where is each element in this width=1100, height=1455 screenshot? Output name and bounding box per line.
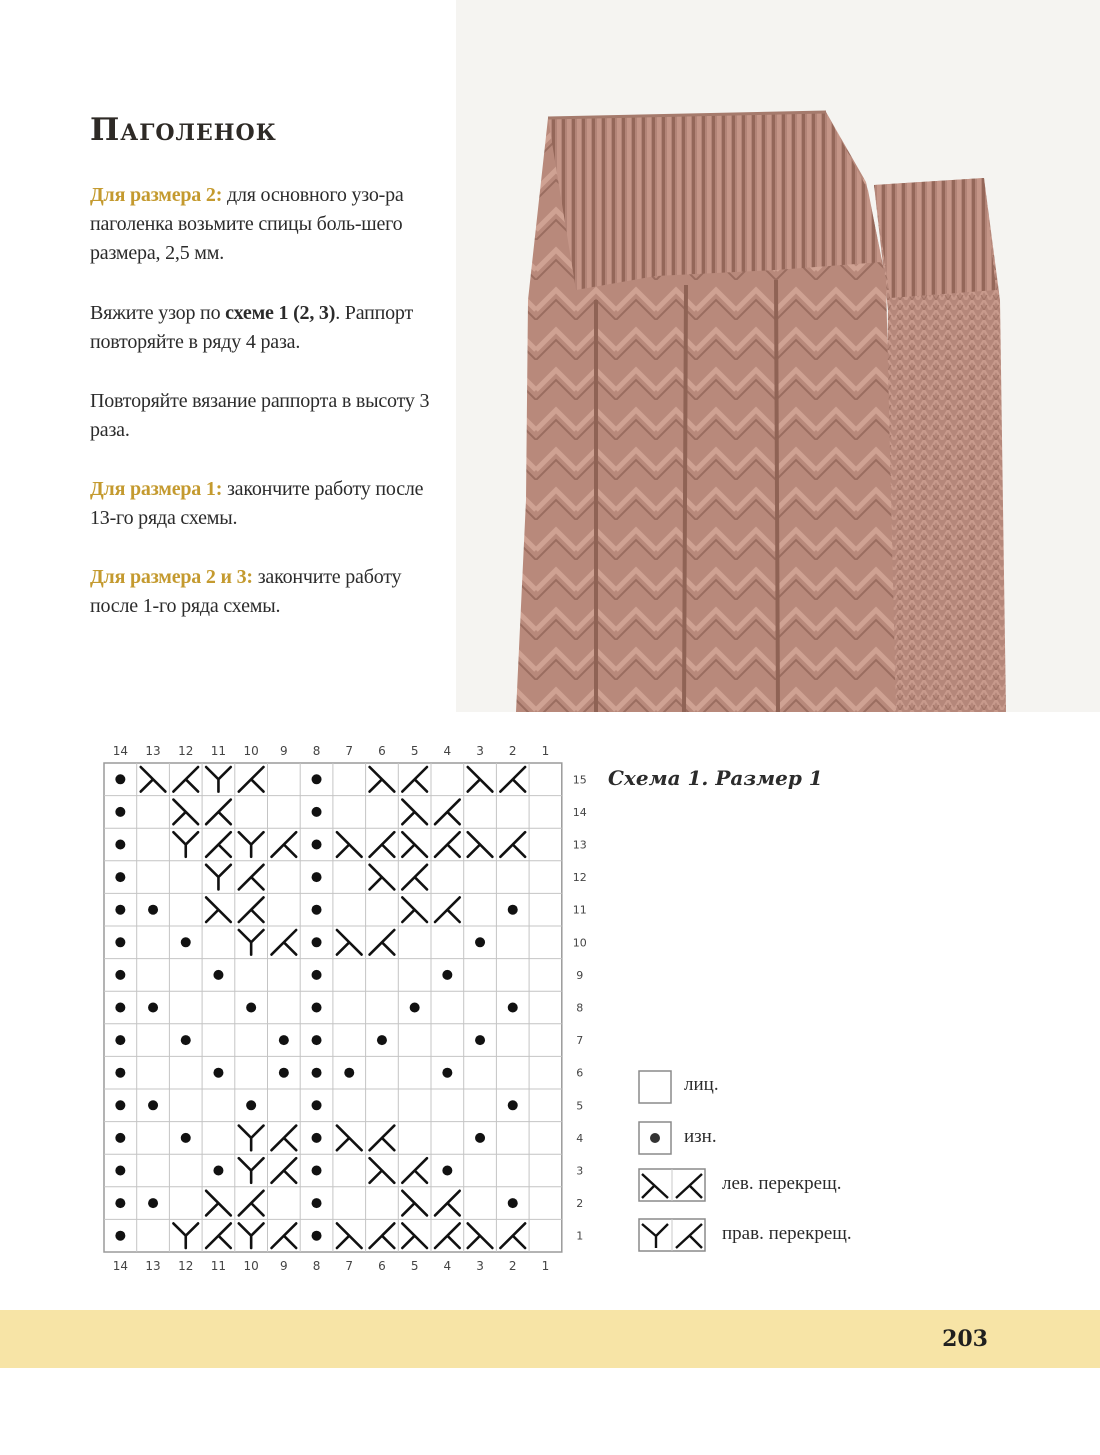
column-label-bottom: 1 xyxy=(541,1259,550,1273)
purl-stitch xyxy=(344,1068,354,1078)
knitting-chart xyxy=(96,736,596,1276)
row-label: 14 xyxy=(572,805,587,819)
chart-grid xyxy=(96,736,596,1276)
purl-stitch xyxy=(312,1100,322,1110)
sock-illustration xyxy=(456,0,1100,712)
column-label-bottom: 7 xyxy=(345,1259,354,1273)
column-label-top: 1 xyxy=(541,744,550,758)
purl-stitch xyxy=(475,937,485,947)
knit-symbol-icon xyxy=(638,1070,672,1104)
right-cross-icon xyxy=(638,1218,706,1252)
row-label: 12 xyxy=(572,871,587,885)
purl-stitch xyxy=(312,970,322,980)
purl-stitch xyxy=(115,1198,125,1208)
row-label: 4 xyxy=(576,1131,584,1145)
purl-stitch xyxy=(475,1133,485,1143)
purl-stitch xyxy=(181,1133,191,1143)
purl-symbol-icon xyxy=(638,1121,672,1155)
purl-stitch xyxy=(115,1166,125,1176)
legend-label: прав. перекрещ. xyxy=(722,1223,852,1244)
purl-stitch xyxy=(410,1003,420,1013)
purl-stitch xyxy=(181,1035,191,1045)
purl-stitch xyxy=(115,807,125,817)
purl-stitch xyxy=(213,1068,223,1078)
column-label-top: 8 xyxy=(312,744,321,758)
column-label-top: 14 xyxy=(112,744,128,758)
paragraph-text: Вяжите узор по xyxy=(90,302,226,324)
column-label-bottom: 8 xyxy=(312,1259,321,1273)
column-label-bottom: 11 xyxy=(210,1259,227,1273)
page-title: Паголенок xyxy=(90,112,277,148)
purl-stitch xyxy=(246,1100,256,1110)
row-label: 15 xyxy=(572,773,587,787)
purl-stitch xyxy=(181,937,191,947)
purl-stitch xyxy=(213,1166,223,1176)
purl-stitch xyxy=(312,1231,322,1241)
column-label-top: 6 xyxy=(378,744,386,758)
legend-item-purl xyxy=(638,1121,717,1159)
column-label-top: 10 xyxy=(243,744,259,758)
purl-stitch xyxy=(312,840,322,850)
paragraph-repeat xyxy=(90,387,430,445)
column-label-bottom: 2 xyxy=(508,1259,517,1273)
purl-stitch xyxy=(115,774,125,784)
scheme-title: Схема 1. Размер 1 xyxy=(608,766,823,790)
purl-stitch xyxy=(148,1198,158,1208)
paragraph-lead: Для размера 2 и 3: xyxy=(90,566,253,588)
paragraph-text: закончите работу после 1-го ряда схемы. xyxy=(90,566,402,617)
column-label-bottom: 5 xyxy=(410,1259,419,1273)
purl-stitch xyxy=(312,905,322,915)
column-label-bottom: 10 xyxy=(243,1259,259,1273)
row-label: 8 xyxy=(576,1001,584,1015)
column-label-top: 3 xyxy=(476,744,484,758)
purl-stitch xyxy=(279,1068,289,1078)
purl-stitch xyxy=(115,1133,125,1143)
column-label-bottom: 13 xyxy=(145,1259,161,1273)
column-label-top: 11 xyxy=(210,744,227,758)
purl-stitch xyxy=(213,970,223,980)
paragraph-text: . Раппорт повторяйте в ряду 4 раза. xyxy=(90,302,414,353)
legend-item-right-cross xyxy=(638,1218,852,1256)
paragraph-pattern xyxy=(90,299,430,357)
purl-stitch xyxy=(442,1068,452,1078)
column-label-top: 13 xyxy=(145,744,161,758)
legend-label: лев. перекрещ. xyxy=(722,1173,842,1194)
column-label-top: 4 xyxy=(443,744,452,758)
paragraph-size1 xyxy=(90,475,430,533)
row-label: 7 xyxy=(576,1034,584,1048)
purl-stitch xyxy=(115,872,125,882)
row-label: 3 xyxy=(576,1164,584,1178)
purl-stitch xyxy=(312,872,322,882)
purl-stitch xyxy=(115,1100,125,1110)
paragraph-lead: Для размера 2: xyxy=(90,184,223,206)
paragraph-text: Повторяйте вязание раппорта в высоту 3 раза. xyxy=(90,390,430,441)
paragraph-lead: Для размера 1: xyxy=(90,478,223,500)
purl-stitch xyxy=(312,937,322,947)
row-label: 1 xyxy=(576,1229,584,1243)
column-label-bottom: 3 xyxy=(476,1259,484,1273)
row-label: 2 xyxy=(576,1197,584,1211)
legend-item-knit xyxy=(638,1070,719,1108)
purl-stitch xyxy=(312,1198,322,1208)
purl-stitch xyxy=(508,905,518,915)
purl-stitch xyxy=(148,905,158,915)
purl-stitch xyxy=(115,840,125,850)
purl-stitch xyxy=(312,807,322,817)
purl-stitch xyxy=(312,1003,322,1013)
legend-label: изн. xyxy=(684,1126,717,1147)
paragraph-size2-needles xyxy=(90,181,430,268)
row-label: 5 xyxy=(576,1099,584,1113)
purl-stitch xyxy=(115,1035,125,1045)
purl-stitch xyxy=(115,937,125,947)
purl-stitch xyxy=(508,1198,518,1208)
column-label-top: 12 xyxy=(178,744,194,758)
purl-stitch xyxy=(377,1035,387,1045)
column-label-bottom: 4 xyxy=(443,1259,452,1273)
column-label-top: 9 xyxy=(280,744,288,758)
paragraph-bold: схеме 1 (2, 3) xyxy=(225,302,336,324)
legend-item-left-cross xyxy=(638,1168,842,1206)
purl-stitch xyxy=(475,1035,485,1045)
purl-stitch xyxy=(312,1133,322,1143)
column-label-bottom: 6 xyxy=(378,1259,386,1273)
row-label: 10 xyxy=(572,936,587,950)
purl-stitch xyxy=(508,1100,518,1110)
column-label-bottom: 14 xyxy=(112,1259,128,1273)
purl-stitch xyxy=(246,1003,256,1013)
footer-band xyxy=(0,1310,1100,1368)
row-label: 6 xyxy=(576,1066,584,1080)
purl-stitch xyxy=(115,1068,125,1078)
purl-stitch xyxy=(312,1166,322,1176)
purl-stitch xyxy=(115,1003,125,1013)
page-number: 203 xyxy=(942,1326,988,1352)
purl-stitch xyxy=(115,905,125,915)
purl-stitch xyxy=(508,1003,518,1013)
column-label-top: 7 xyxy=(345,744,354,758)
purl-stitch xyxy=(312,1035,322,1045)
purl-stitch xyxy=(442,970,452,980)
purl-stitch xyxy=(115,970,125,980)
paragraph-text: закончите работу после 13-го ряда схемы. xyxy=(90,478,424,529)
legend-label: лиц. xyxy=(684,1074,719,1095)
paragraph-text: для основного узо-ра паголенка возьмите спицы боль-шего размера, 2,5 мм. xyxy=(90,184,404,264)
purl-stitch xyxy=(115,1231,125,1241)
column-label-bottom: 9 xyxy=(280,1259,288,1273)
purl-stitch xyxy=(442,1166,452,1176)
purl-stitch xyxy=(148,1100,158,1110)
column-label-top: 5 xyxy=(410,744,419,758)
paragraph-size23 xyxy=(90,563,430,621)
purl-stitch xyxy=(279,1035,289,1045)
purl-stitch xyxy=(148,1003,158,1013)
sock-photo xyxy=(456,0,1100,712)
column-label-top: 2 xyxy=(508,744,517,758)
column-label-bottom: 12 xyxy=(178,1259,194,1273)
row-label: 9 xyxy=(576,968,584,982)
row-label: 11 xyxy=(572,903,587,917)
left-cross-icon xyxy=(638,1168,706,1202)
row-label: 13 xyxy=(572,838,587,852)
purl-stitch xyxy=(312,1068,322,1078)
purl-stitch xyxy=(312,774,322,784)
